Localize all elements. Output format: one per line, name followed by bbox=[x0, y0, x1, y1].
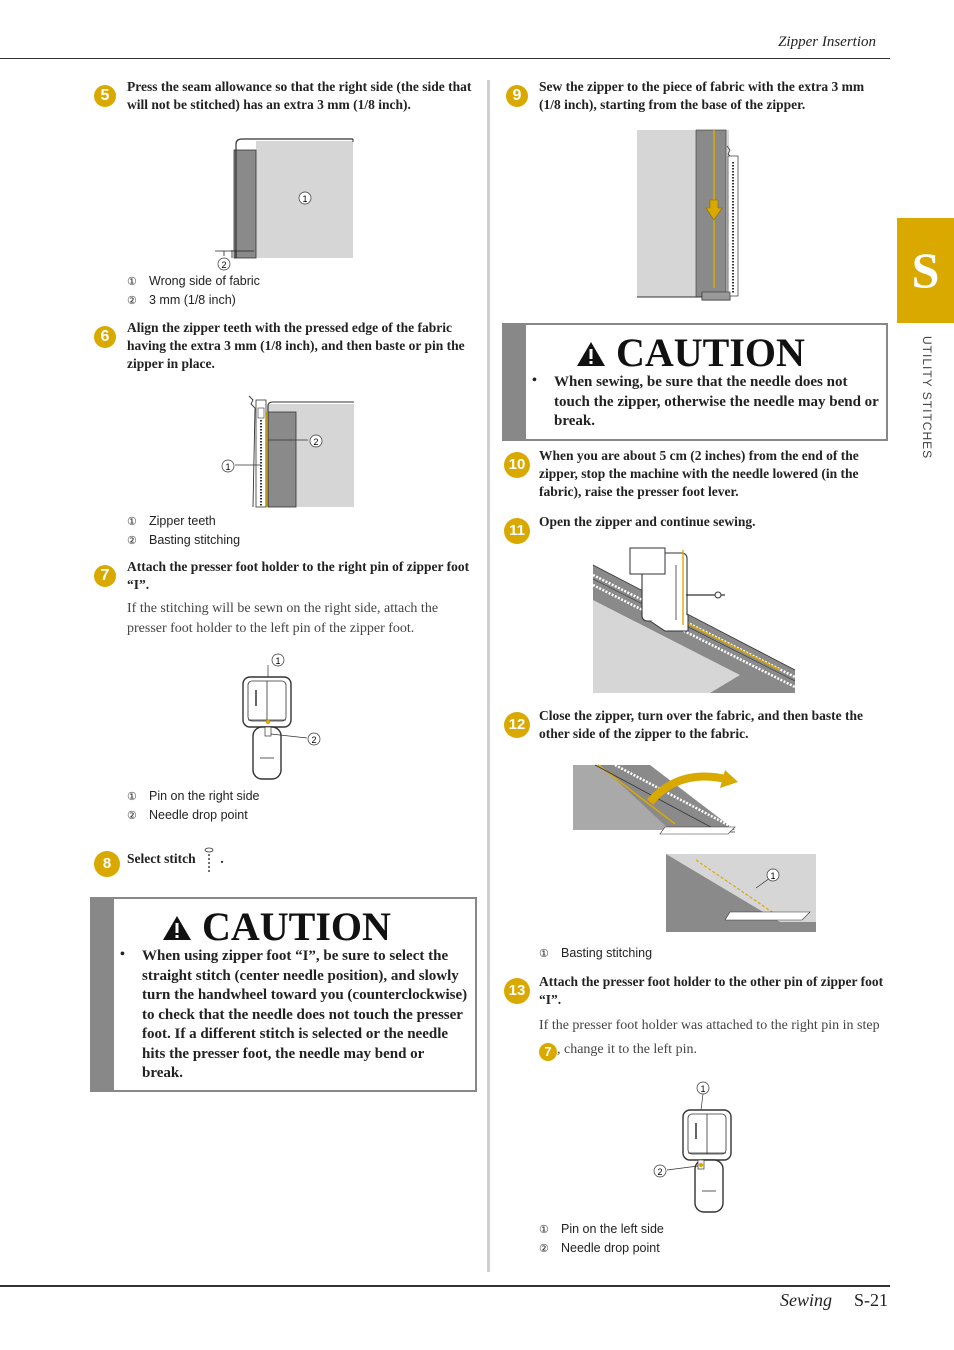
step-7-note: If the stitching will be sewn on the right side, attach the presser foot holder to the left pin of the zipper foot. bbox=[127, 601, 439, 636]
step-13-legend bbox=[539, 1221, 664, 1258]
caution-heading bbox=[576, 329, 805, 377]
sewing-zipper-illustration bbox=[630, 128, 760, 308]
svg-text:2: 2 bbox=[221, 260, 227, 270]
zipper-alignment-illustration bbox=[215, 390, 360, 510]
step-number-8: 8 bbox=[94, 851, 120, 877]
caution-sidebar bbox=[92, 899, 114, 1090]
legend-item: ① Zipper teeth bbox=[127, 514, 216, 528]
svg-text:1: 1 bbox=[275, 656, 281, 666]
section-tab: S bbox=[897, 218, 954, 323]
warning-triangle-icon bbox=[576, 340, 606, 368]
legend-item: ② Needle drop point bbox=[539, 1240, 660, 1255]
svg-text:1: 1 bbox=[302, 194, 308, 204]
step-13-note-text-end: , change it to the left pin. bbox=[557, 1042, 697, 1057]
legend-item: ① Pin on the right side bbox=[127, 789, 260, 803]
svg-text:1: 1 bbox=[700, 1084, 706, 1094]
legend-item: ① Pin on the left side bbox=[539, 1222, 664, 1236]
caution-title-text: CAUTION bbox=[616, 330, 805, 375]
step-10-instruction: When you are about 5 cm (2 inches) from the end of the zipper, stop the machine with the needle lowered (in the fabric), raise the presser foot lever. bbox=[539, 448, 859, 499]
step-number-10: 10 bbox=[504, 452, 530, 478]
step-number-12: 12 bbox=[504, 712, 530, 738]
step-8-suffix: . bbox=[220, 851, 224, 867]
bullet: • bbox=[120, 947, 125, 962]
svg-text:2: 2 bbox=[311, 735, 317, 745]
step-7-instruction: Attach the presser foot holder to the right pin of zipper foot “I”. bbox=[127, 559, 470, 592]
page-number: S-21 bbox=[853, 1290, 888, 1310]
step-6-instruction: Align the zipper teeth with the pressed edge of the fabric having the extra 3 mm (1/8 inch), and then baste or pin the zipper in place. bbox=[127, 320, 465, 371]
caution-sidebar bbox=[504, 325, 526, 439]
bullet: • bbox=[532, 373, 537, 388]
caution-box-zipper-foot bbox=[90, 897, 477, 1092]
column-divider bbox=[487, 80, 490, 1272]
step-number-7: 7 bbox=[94, 565, 116, 587]
caution-text: When sewing, be sure that the needle does not touch the zipper, otherwise the needle may bend or break. bbox=[554, 374, 879, 429]
step-11-instruction: Open the zipper and continue sewing. bbox=[539, 514, 756, 529]
step-number-6: 6 bbox=[94, 326, 116, 348]
caution-box-needle bbox=[502, 323, 888, 441]
footer-rule bbox=[0, 1285, 890, 1287]
step-8-instruction bbox=[127, 847, 224, 873]
running-header: Zipper Insertion bbox=[778, 34, 876, 50]
fabric-fold-illustration bbox=[210, 130, 360, 275]
caution-heading bbox=[162, 903, 391, 951]
step-6-legend bbox=[127, 513, 240, 550]
turn-over-fabric-illustration bbox=[570, 762, 820, 937]
legend-item: ① Basting stitching bbox=[539, 946, 653, 960]
svg-text:2: 2 bbox=[657, 1167, 663, 1177]
footer-section: Sewing bbox=[780, 1290, 832, 1310]
step-reference-7: 7 bbox=[539, 1043, 557, 1061]
step-12-legend bbox=[539, 945, 652, 964]
step-12-instruction: Close the zipper, turn over the fabric, and then baste the other side of the zipper to the fabric. bbox=[539, 708, 863, 741]
step-number-9: 9 bbox=[506, 85, 528, 107]
step-8-text: Select stitch bbox=[127, 851, 196, 867]
zipper-foot-left-pin-illustration bbox=[645, 1078, 745, 1218]
zipper-foot-right-pin-illustration bbox=[232, 650, 332, 785]
step-7-legend bbox=[127, 788, 260, 825]
legend-item: ① Wrong side of fabric bbox=[127, 274, 260, 288]
legend-item: ② Basting stitching bbox=[127, 532, 241, 547]
step-13-note bbox=[539, 1014, 889, 1062]
step-number-13: 13 bbox=[504, 978, 530, 1004]
svg-text:1: 1 bbox=[770, 871, 776, 881]
presser-foot-sewing-illustration bbox=[590, 545, 800, 695]
warning-triangle-icon bbox=[162, 914, 192, 942]
svg-text:2: 2 bbox=[313, 437, 319, 447]
section-side-label: UTILITY STITCHES bbox=[920, 336, 934, 460]
step-13-note-text: If the presser foot holder was attached to the right pin in step bbox=[539, 1018, 880, 1033]
caution-text: When using zipper foot “I”, be sure to select the straight stitch (center needle position), and slowly turn the handwheel toward you (counterclockwise) to check that the needle does not touch the presser foot. If a different stitch is selected or the needle hits the presser foot, the needle may bend or break. bbox=[142, 948, 468, 1081]
step-5-instruction: Press the seam allowance so that the right side (the side that will not be stitched) has an extra 3 mm (1/8 inch). bbox=[127, 79, 472, 112]
step-number-5: 5 bbox=[94, 85, 116, 107]
legend-item: ② 3 mm (1/8 inch) bbox=[127, 292, 236, 307]
step-number-11: 11 bbox=[504, 518, 530, 544]
step-5-legend bbox=[127, 273, 260, 310]
svg-text:1: 1 bbox=[225, 462, 231, 472]
step-9-instruction: Sew the zipper to the piece of fabric with the extra 3 mm (1/8 inch), starting from the base of the zipper. bbox=[539, 79, 865, 112]
legend-item: ② Needle drop point bbox=[127, 807, 248, 822]
step-13-instruction: Attach the presser foot holder to the other pin of zipper foot “I”. bbox=[539, 974, 884, 1007]
caution-title-text: CAUTION bbox=[202, 904, 391, 949]
straight-stitch-icon bbox=[201, 847, 217, 873]
header-rule bbox=[0, 58, 890, 59]
